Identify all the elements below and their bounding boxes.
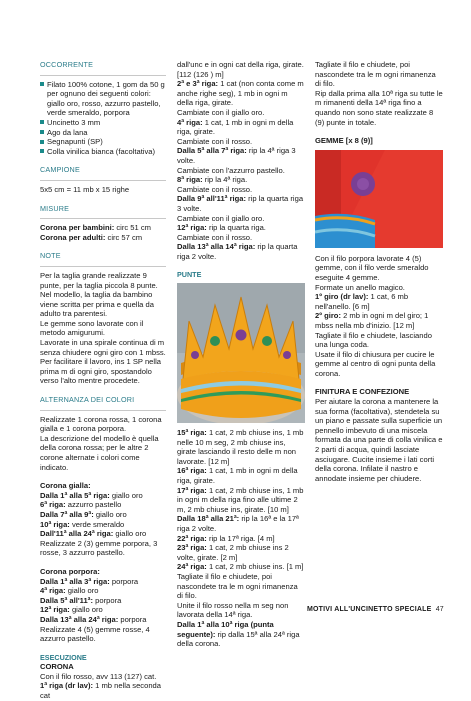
section-head-note: NOTE: [40, 251, 61, 261]
row-instruction: 22ª riga: rip la 17ª riga. [4 m]: [177, 533, 275, 543]
note-paragraph: Lavorate in una spirale continua di m senza chiudere ogni giro con 1 mbss. Per facilitare il lavoro, ins 1 SP nella prima m di ogni giro, spostandolo verso l'alto mentre procedete.: [40, 338, 166, 386]
row-instruction: 12ª riga: rip la quarta riga.: [177, 223, 266, 233]
row-instruction: 4ª riga: giallo oro: [40, 586, 99, 596]
page-footer: [307, 606, 444, 613]
row-instruction: Dalla 1ª alla 10ª riga (punta seguente): rip dalla 15ª alla 24ª riga della corona.: [177, 619, 300, 649]
row-instruction: 23ª riga: 1 cat, 2 mb chiuse ins 2 volte, girate. [2 m]: [177, 543, 289, 562]
crown-photo: [177, 283, 305, 423]
corona-start: Con il filo rosso, avv 113 (127) cat.: [40, 671, 157, 681]
section-head-finitura: FINITURA E CONFEZIONE: [315, 387, 410, 397]
row-instruction: Dalla 5ª all'11ª: porpora: [40, 595, 122, 605]
subhead-corona: CORONA: [40, 662, 74, 672]
row-instruction: Dalla 1ª alla 5ª riga: giallo oro: [40, 490, 143, 500]
instruction-text: Tagliate il filo e chiudete, poi nascondete tra le m ogni rimanenza di filo.: [177, 571, 298, 601]
section-head-esecuzione: ESECUZIONE: [40, 652, 87, 662]
row-instruction: 17ª riga: 1 cat, 2 mb chiuse ins, 1 mb in ogni m della riga fino alle ultime 2 m, 2 mb chiuse ins, girate. [10 m]: [177, 485, 304, 514]
instruction-text: Cambiate con il giallo oro.: [177, 107, 265, 117]
divider: [40, 75, 166, 76]
row-instruction: Dalla 1ª alla 3ª riga: porpora: [40, 576, 139, 586]
divider: [40, 266, 166, 267]
alternanza-paragraph: Realizzate 1 corona rossa, 1 corona gialla e 1 corona porpora.: [40, 414, 162, 434]
row-instruction: 15ª riga: 1 cat, 2 mb chiuse ins, 1 mb nelle 10 m seg, 2 mb chiuse ins, girate lasciando il resto delle m non lavorate. [12 m]: [177, 428, 304, 466]
misure-value: circ 51 cm: [114, 223, 151, 233]
instruction-text: Cambiate con il rosso.: [177, 136, 253, 146]
material-item: Ago da lana: [40, 128, 166, 138]
row-instruction: 4ª riga: 1 cat, 1 mb in ogni m della riga, girate.: [177, 117, 294, 137]
misure-line: [40, 233, 166, 243]
row-instruction: 1º giro (dr lav): 1 cat, 6 mb nell'anello. [6 m]: [315, 292, 409, 311]
row-instruction: 2ª e 3ª riga: 1 cat (non conta come m anche righe seg), 1 mb in ogni m della riga, girate.: [177, 79, 304, 108]
misure-value: circ 57 cm: [105, 232, 143, 242]
corona-porpora-title: Corona porpora:: [40, 566, 100, 576]
section-head-campione: CAMPIONE: [40, 165, 80, 175]
gem-photo: [315, 150, 443, 248]
instruction-text: Tagliate il filo e chiudete, lasciando una lunga coda.: [315, 330, 432, 350]
instruction-text: Rip dalla prima alla 10ª riga su tutte le m rimanenti della 14ª riga fino a quando non sono state realizzate 8 (9) punte in totale.: [315, 88, 443, 127]
instruction-text: Formate un anello magico.: [315, 282, 405, 292]
material-item: Segnapunti (SP): [40, 137, 166, 147]
material-item: Filato 100% cotone, 1 gom da 50 g per ognuno dei seguenti colori: giallo oro, rosso, azzurro pastello, verde smeraldo, porpora: [40, 80, 166, 118]
page-number: 47: [435, 606, 444, 613]
row-instruction: Dalla 7ª alla 9ª: giallo oro: [40, 509, 127, 519]
instruction-text: Unite il filo rosso nella m seg non lavorata della 14ª riga.: [177, 600, 289, 620]
row-instruction: 2º giro: 2 mb in ogni m del giro; 1 mbss nella mb d'inizio. [12 m]: [315, 311, 429, 330]
instruction-text: Cambiate con il rosso.: [177, 184, 253, 194]
row-instruction: Dall'11ª alla 24ª riga: giallo oro: [40, 529, 147, 539]
row-instruction: 6ª riga: azzurro pastello: [40, 500, 122, 510]
instruction-text: Per aiutare la corona a mantenere la sua forma (facoltativa), stendetela su un piano e passate sulla superficie un pennello imbevuto di una miscela formata da una parte di colla vinilica e 2 parti di acqua, quindi lasciate asciugare. Cucite insieme i lati corti della corona. Infilate il nastro e annodate insieme per chiudere.: [315, 397, 443, 483]
section-head-misure: MISURE: [40, 203, 70, 213]
material-item: Uncinetto 3 mm: [40, 118, 166, 128]
misure-line: [40, 223, 166, 233]
instruction-text: Con il filo porpora lavorate 4 (5) gemme, con il filo verde smeraldo eseguite 4 gemme.: [315, 253, 429, 282]
note-paragraph: Per la taglia grande realizzate 9 punte, per la taglia piccola 8 punte.: [40, 270, 158, 290]
section-head-punte: PUNTE: [177, 270, 202, 280]
instruction-text: Usate il filo di chiusura per cucire le gemme al centro di ogni punta della corona.: [315, 349, 436, 378]
instruction-text: Cambiate con il rosso.: [177, 232, 253, 242]
note-paragraph: Le gemme sono lavorate con il metodo amigurumi.: [40, 318, 144, 338]
row-instruction: Dalla 5ª alla 7ª riga: rip la 4ª riga 3 volte.: [177, 146, 296, 165]
column-2: [177, 60, 305, 649]
row-instruction: Dalla 9ª all'11ª riga: rip la quarta riga 3 volte.: [177, 194, 304, 213]
row-instruction: Dalla 13ª alla 14ª riga: rip la quarta riga 2 volte.: [177, 242, 298, 261]
material-item: Colla vinilica bianca (facoltativa): [40, 147, 166, 157]
instruction-text: dall'unc e in ogni cat della riga, girate. [112 (126 ) m]: [177, 60, 304, 79]
instruction-text: Tagliate il filo e chiudete, poi nascondete tra le m ogni rimanenza di filo.: [315, 60, 436, 89]
column-3: [315, 60, 443, 483]
corona-gialla-title: Corona gialla:: [40, 481, 91, 491]
row-instruction: 16ª riga: 1 cat, 1 mb in ogni m della riga, girate.: [177, 466, 298, 486]
instruction-text: Cambiate con l'azzurro pastello.: [177, 165, 285, 175]
section-head-alternanza: ALTERNANZA DEI COLORI: [40, 395, 135, 405]
row-instruction: 24ª riga: 1 cat, 2 mb chiuse ins. [1 m]: [177, 562, 304, 572]
note-paragraph: Nel modello, la taglia da bambino viene scritta per prima e quella da adulto tra parentesi.: [40, 290, 154, 319]
row-instruction: 1ª riga (dr lav): 1 mb nella seconda cat: [40, 681, 161, 701]
section-head-gemme: GEMME [x 8 (9)]: [315, 136, 373, 146]
misure-label: Corona per adulti:: [40, 232, 106, 242]
column-1: [40, 60, 166, 701]
divider: [40, 180, 166, 181]
row-instruction: 10ª riga: verde smeraldo: [40, 519, 125, 529]
row-instruction: 12ª riga: giallo oro: [40, 605, 103, 615]
campione-text: 5x5 cm = 11 mb x 15 righe: [40, 184, 130, 194]
row-instruction: 8ª riga: rip la 4ª riga.: [177, 175, 248, 185]
porpora-gem-note: Realizzate 4 (5) gemme rosse, 4 azzurro pastello.: [40, 624, 150, 644]
divider: [40, 410, 166, 411]
row-instruction: Dalla 18ª alla 21ª: rip la 16ª e la 17ª riga 2 volte.: [177, 514, 299, 533]
magazine-title: MOTIVI ALL'UNCINETTO SPECIALE: [307, 606, 432, 613]
divider: [40, 218, 166, 219]
alternanza-paragraph: La descrizione del modello è quella della corona rossa; per le altre 2 corone alternate i colori come indicato.: [40, 433, 159, 472]
misure-label: Corona per bambini:: [40, 223, 115, 233]
row-instruction: Dalla 13ª alla 24ª riga: porpora: [40, 614, 147, 624]
section-head-occorrente: OCCORRENTE: [40, 60, 94, 69]
instruction-text: Cambiate con il giallo oro.: [177, 213, 265, 223]
gialla-gem-note: Realizzate 2 (3) gemme porpora, 3 rosse, 3 azzurro pastello.: [40, 538, 158, 558]
